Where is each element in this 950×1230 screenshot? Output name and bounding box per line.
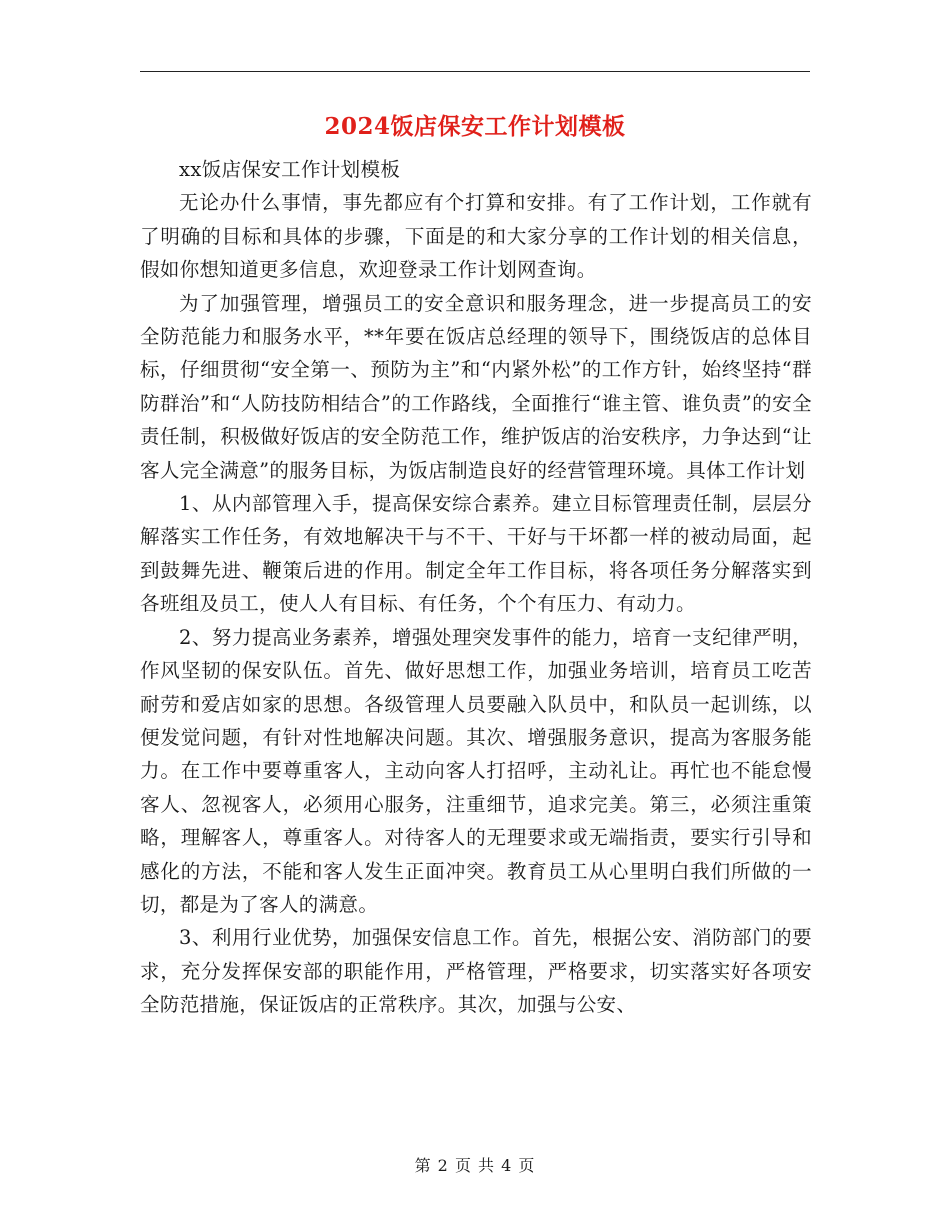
document-title: 2024饭店保安工作计划模板 (324, 113, 626, 140)
paragraph-intro: 无论办什么事情，事先都应有个打算和安排。有了工作计划，工作就有了明确的目标和具体的步骤，下面是的和大家分享的工作计划的相关信息，假如你想知道更多信息，欢迎登录工作计划网查询。 (140, 191, 812, 282)
paragraph-item-1: 1、从内部管理入手，提高保安综合素养。建立目标管理责任制，层层分解落实工作任务，有效地解决干与不干、干好与干坏都一样的被动局面，起到鼓舞先进、鞭策后进的作用。制定全年工作目标，将各项任务分解落实到各班组及员工，使人人有目标、有任务，个个有压力、有动力。 (140, 492, 812, 616)
page-number-footer: 第 2 页 共 4 页 (414, 1156, 536, 1175)
paragraph-subtitle: xx饭店保安工作计划模板 (179, 158, 401, 181)
paragraph-item-2: 2、努力提高业务素养，增强处理突发事件的能力，培育一支纪律严明，作风坚韧的保安队伍。首先、做好思想工作，加强业务培训，培育员工吃苦耐劳和爱店如家的思想。各级管理人员要融入队员中，和队员一起训练，以便发觉问题，有针对性地解决问题。其次、增强服务意识，提高为客服务能力。在工作中要尊重客人，主动向客人打招呼，主动礼让。再忙也不能怠慢客人、忽视客人，必须用心服务，注重细节，追求完美。第三，必须注重策略，理解客人，尊重客人。对待客人的无理要求或无端指责，要实行引导和感化的方法，不能和客人发生正面冲突。教育员工从心里明白我们所做的一切，都是为了客人的满意。 (140, 625, 812, 916)
paragraph-overview: 为了加强管理，增强员工的安全意识和服务理念，进一步提高员工的安全防范能力和服务水平，**年要在饭店总经理的领导下，围绕饭店的总体目标，仔细贯彻“安全第一、预防为主”和“内紧外松”的工作方针，始终坚持“群防群治”和“人防技防相结合”的工作路线，全面推行“谁主管、谁负责”的安全责任制，积极做好饭店的安全防范工作，维护饭店的治安秩序，力争达到“让客人完全满意”的服务目标，为饭店制造良好的经营管理环境。具体工作计划 (140, 291, 812, 482)
header-rule (140, 71, 810, 72)
paragraph-item-3: 3、利用行业优势，加强保安信息工作。首先，根据公安、消防部门的要求，充分发挥保安部的职能作用，严格管理，严格要求，切实落实好各项安全防范措施，保证饭店的正常秩序。其次，加强与公安、 (140, 926, 812, 1017)
document-body (140, 153, 812, 1022)
